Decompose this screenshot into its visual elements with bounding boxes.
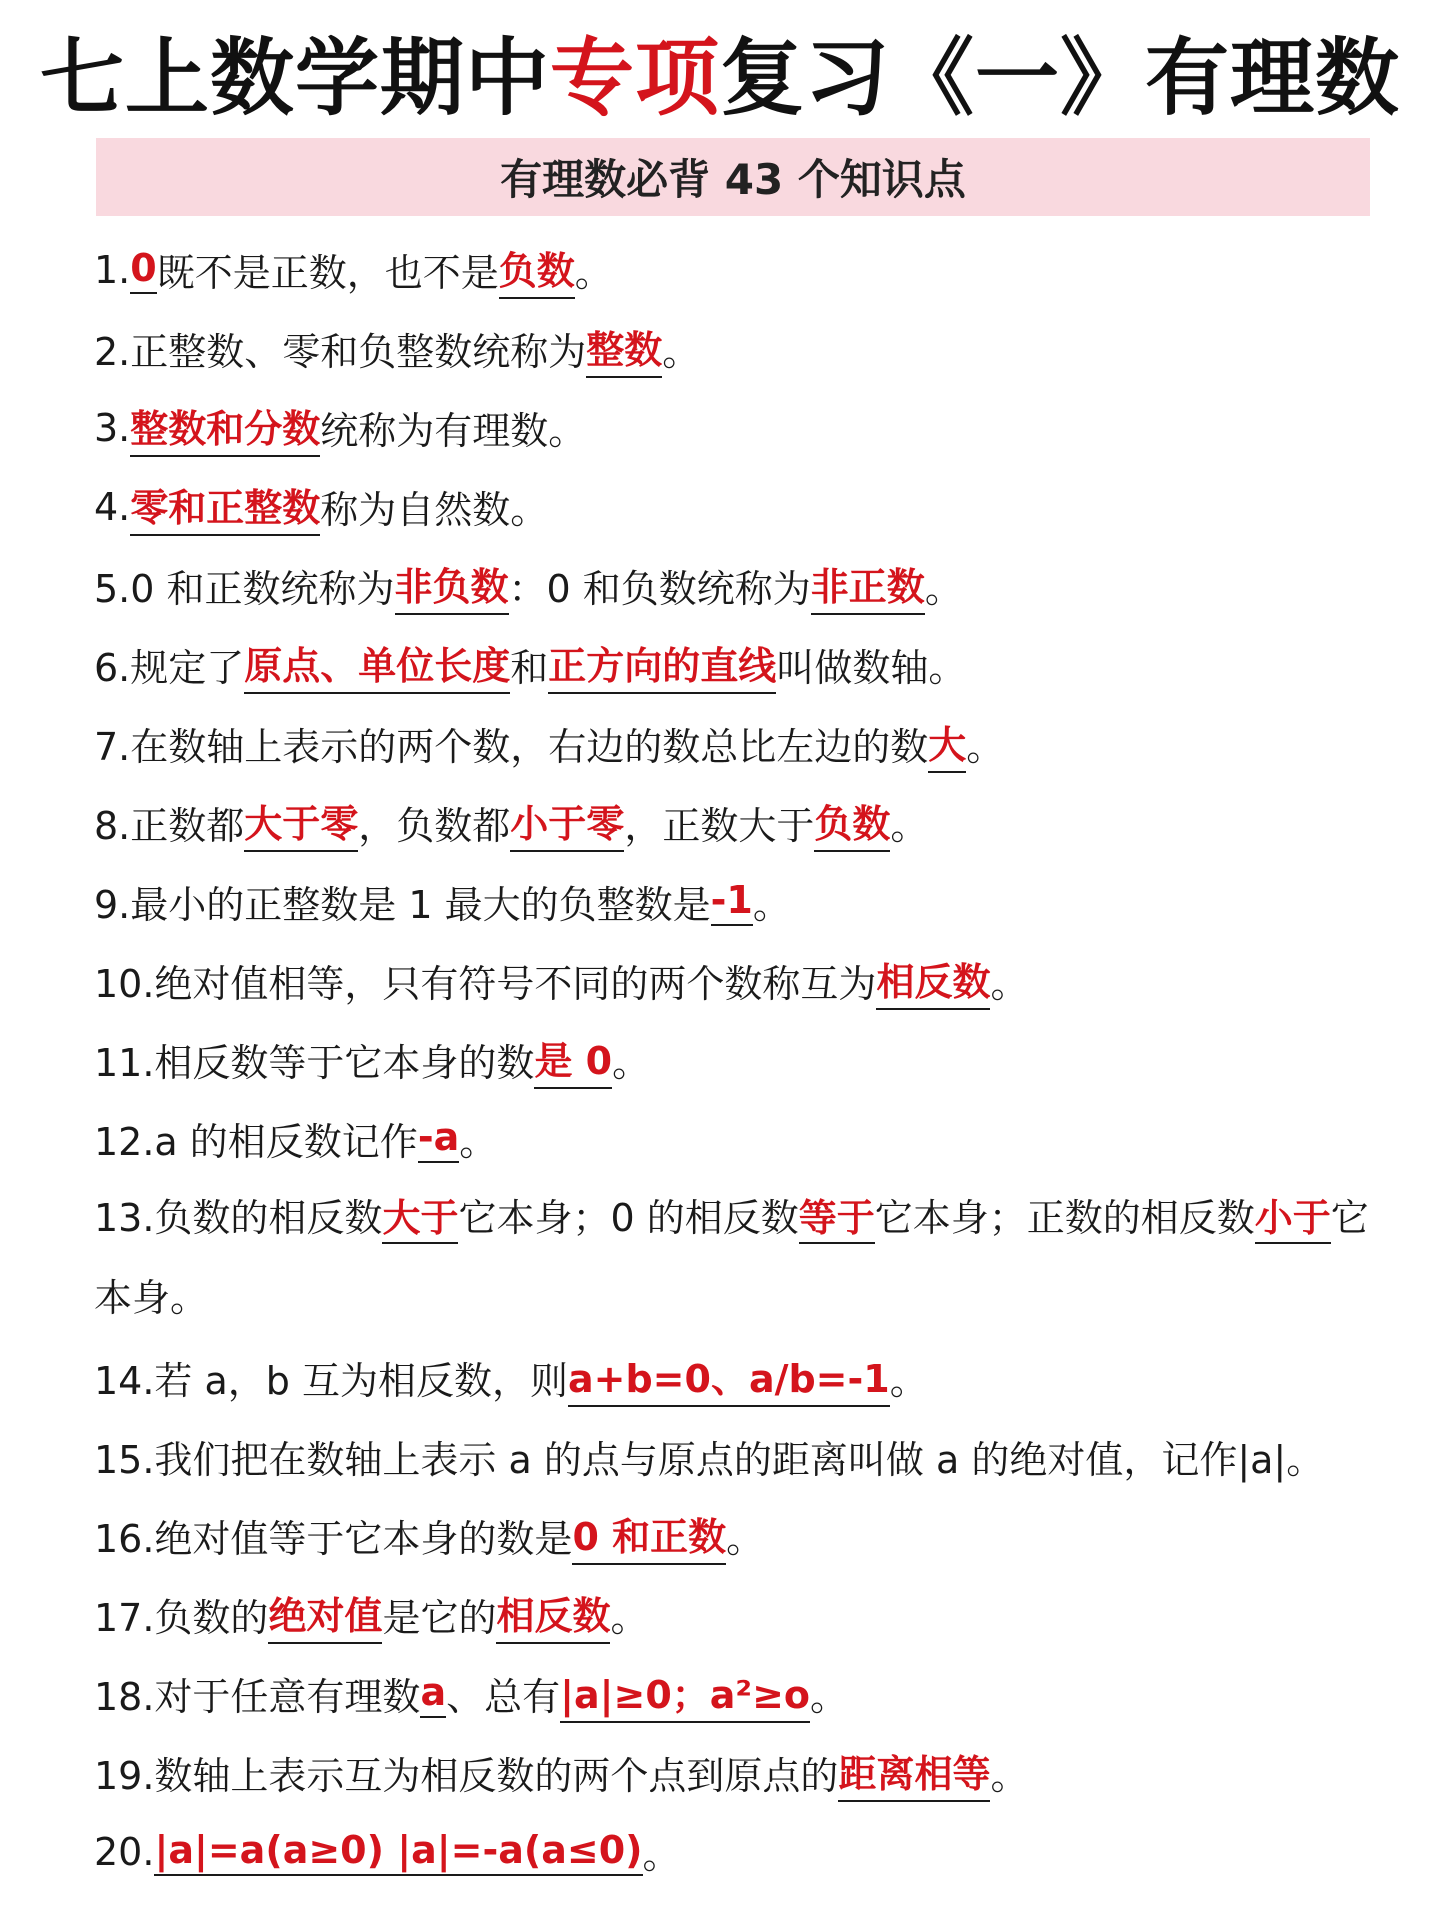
item-text: 。	[726, 1517, 765, 1561]
item-text: 。	[662, 330, 701, 374]
knowledge-item	[94, 1654, 1384, 1733]
knowledge-item	[94, 388, 1384, 467]
title-part1: 七上数学期中	[39, 29, 550, 127]
knowledge-item	[94, 625, 1384, 704]
answer-blank: 是 0	[534, 1030, 612, 1089]
item-text: 、总有	[446, 1675, 561, 1719]
item-text: 13.负数的相反数	[94, 1196, 383, 1240]
item-text: 20.	[94, 1829, 155, 1874]
item-text: ：0 和负数统称为	[508, 567, 811, 611]
item-text: 它本身；0 的相反数	[458, 1196, 799, 1240]
item-text: 6.规定了	[94, 646, 245, 690]
knowledge-item	[94, 1812, 1384, 1891]
item-text: 。	[889, 1359, 928, 1403]
item-text: ，正数大于	[624, 804, 815, 848]
knowledge-item	[94, 467, 1384, 546]
answer-blank: 相反数	[496, 1585, 610, 1644]
knowledge-item	[94, 1020, 1384, 1099]
item-text: 称为自然数。	[320, 488, 549, 532]
title-highlight: 专项	[549, 29, 720, 127]
item-text: 18.对于任意有理数	[94, 1675, 421, 1719]
page-title	[0, 28, 1440, 128]
item-text: 。	[642, 1833, 681, 1877]
item-text: 8.正数都	[94, 804, 245, 848]
item-text: 15.我们把在数轴上表示 a 的点与原点的距离叫做 a 的绝对值，记作|a|。	[94, 1438, 1325, 1482]
item-text: 。	[990, 1754, 1029, 1798]
answer-blank: 小于	[1255, 1196, 1331, 1244]
title-part3: 复习《一》有理数	[720, 29, 1401, 127]
item-text: 统称为有理数。	[320, 409, 587, 453]
item-text: 。	[752, 883, 791, 927]
item-text: 3.	[94, 405, 131, 450]
answer-blank: a+b=0、a/b=-1	[568, 1348, 890, 1407]
knowledge-item	[94, 862, 1384, 941]
knowledge-item	[94, 1575, 1384, 1654]
answer-blank: 相反数	[876, 951, 990, 1010]
answer-blank: 整数和分数	[130, 398, 320, 457]
item-text: 和	[510, 646, 549, 690]
answer-blank: 零和正整数	[130, 477, 320, 536]
answer-blank: |a|≥0；a²≥o	[560, 1664, 810, 1723]
answer-blank: 大	[928, 714, 966, 773]
answer-blank: 非正数	[811, 556, 925, 615]
item-text: 2.正整数、零和负整数统称为	[94, 330, 587, 374]
knowledge-item	[94, 546, 1384, 625]
item-text: 。	[459, 1120, 498, 1164]
knowledge-list	[94, 230, 1384, 1891]
item-text: 。	[966, 725, 1005, 769]
item-text: 14.若 a，b 互为相反数，则	[94, 1359, 568, 1403]
item-text: 12.a 的相反数记作	[94, 1120, 418, 1164]
knowledge-item	[94, 1733, 1384, 1812]
knowledge-item	[94, 309, 1384, 388]
item-text: 7.在数轴上表示的两个数，右边的数总比左边的数	[94, 725, 929, 769]
item-text: 10.绝对值相等，只有符号不同的两个数称互为	[94, 962, 877, 1006]
knowledge-item	[94, 1338, 1384, 1417]
answer-blank: 原点、单位长度	[244, 635, 510, 694]
item-text: 。	[990, 962, 1029, 1006]
item-text: 它本身；正数的相反数	[874, 1196, 1255, 1240]
item-text: 。	[924, 567, 963, 611]
answer-blank: 负数	[814, 793, 890, 852]
answer-blank: 0	[130, 246, 156, 294]
answer-blank: |a|=a(a≥0) |a|=-a(a≤0)	[154, 1828, 642, 1876]
item-text: 16.绝对值等于它本身的数是	[94, 1517, 573, 1561]
knowledge-item	[94, 1099, 1384, 1178]
banner-text: 有理数必背 43 个知识点	[500, 155, 966, 204]
knowledge-item	[94, 783, 1384, 862]
answer-blank: -a	[418, 1115, 459, 1163]
item-text: 。	[612, 1041, 651, 1085]
item-text: 叫做数轴。	[776, 646, 967, 690]
knowledge-item	[94, 230, 1384, 309]
answer-blank: 距离相等	[838, 1743, 990, 1802]
answer-blank: 大于零	[244, 793, 358, 852]
knowledge-item	[94, 704, 1384, 783]
knowledge-item	[94, 1178, 1384, 1338]
item-text: 它本身。	[94, 1196, 1369, 1320]
answer-blank: 0 和正数	[572, 1506, 726, 1565]
answer-blank: 非负数	[395, 556, 509, 615]
knowledge-item	[94, 941, 1384, 1020]
answer-blank: 正方向的直线	[548, 635, 776, 694]
answer-blank: 绝对值	[268, 1585, 382, 1644]
item-text: 4.	[94, 484, 131, 529]
item-text: 是它的	[382, 1596, 497, 1640]
knowledge-item	[94, 1417, 1384, 1496]
answer-blank: 整数	[586, 319, 662, 378]
section-banner	[96, 138, 1370, 216]
answer-blank: 大于	[382, 1196, 458, 1244]
answer-blank: a	[420, 1670, 446, 1718]
item-text: ，负数都	[358, 804, 511, 848]
item-text: 。	[610, 1596, 649, 1640]
item-text: 。	[890, 804, 929, 848]
item-text: 9.最小的正整数是 1 最大的负整数是	[94, 883, 711, 927]
item-text: 既不是正数，也不是	[156, 251, 499, 295]
answer-blank: 等于	[799, 1196, 875, 1244]
answer-blank: -1	[711, 878, 753, 926]
knowledge-item	[94, 1496, 1384, 1575]
item-text: 19.数轴上表示互为相反数的两个点到原点的	[94, 1754, 839, 1798]
item-text: 17.负数的	[94, 1596, 269, 1640]
item-text: 5.0 和正数统称为	[94, 567, 395, 611]
item-text: 。	[574, 251, 613, 295]
answer-blank: 负数	[499, 240, 575, 299]
answer-blank: 小于零	[510, 793, 624, 852]
item-text: 11.相反数等于它本身的数	[94, 1041, 535, 1085]
item-text: 1.	[94, 247, 131, 292]
item-text: 。	[810, 1675, 849, 1719]
